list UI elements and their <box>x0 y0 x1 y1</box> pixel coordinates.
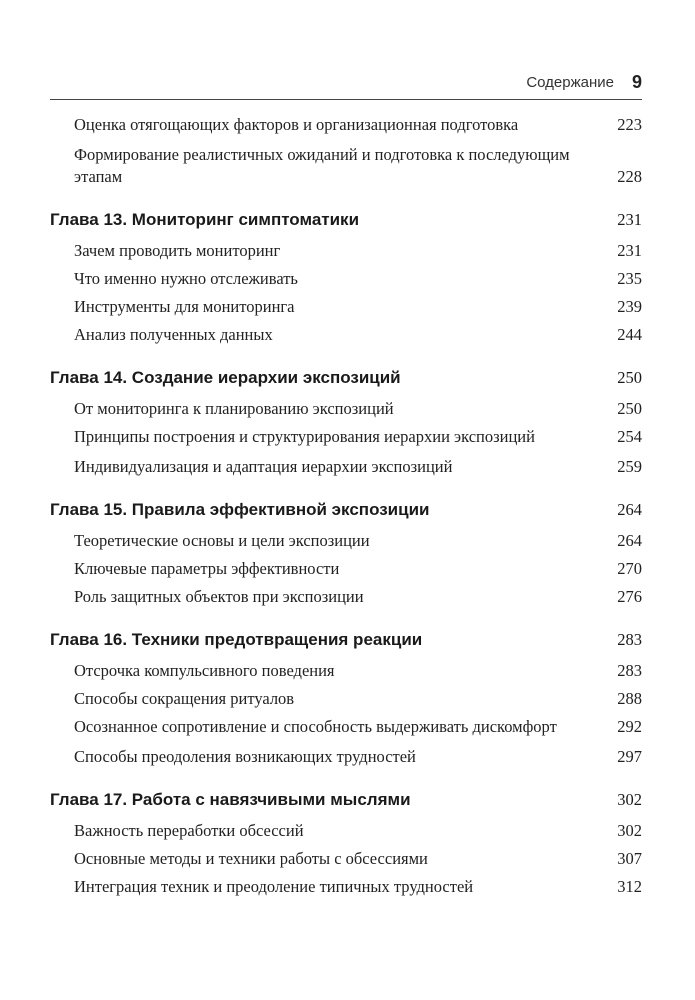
toc-entry <box>50 144 642 188</box>
page-ref: 223 <box>617 115 642 134</box>
page-ref: 276 <box>617 587 642 606</box>
page-ref: 312 <box>617 877 642 896</box>
entry-title: Зачем проводить мониторинг <box>74 241 281 260</box>
table-of-contents <box>50 114 642 904</box>
entry-title: Способы сокращения ритуалов <box>74 689 295 708</box>
entry-title: От мониторинга к планированию экспозиций <box>74 399 394 418</box>
chapter-title: Глава 13. Мониторинг симптоматики <box>50 210 360 229</box>
toc-entry <box>50 688 642 710</box>
chapter-heading <box>50 208 642 232</box>
page-ref: 302 <box>617 821 642 840</box>
chapter-heading <box>50 498 642 522</box>
chapter-heading <box>50 788 642 812</box>
page-ref: 244 <box>617 325 642 344</box>
page-ref: 259 <box>617 457 642 476</box>
toc-entry <box>50 398 642 420</box>
entry-title: Теоретические основы и цели экспозиции <box>74 531 370 550</box>
running-title: Содержание <box>526 74 614 91</box>
toc-entry <box>50 876 642 898</box>
entry-title: Ключевые параметры эффективности <box>74 559 340 578</box>
toc-entry <box>50 426 642 448</box>
toc-entry <box>50 114 642 136</box>
page-header <box>50 74 642 96</box>
page-ref: 288 <box>617 689 642 708</box>
toc-entry <box>50 240 642 262</box>
entry-title: Оценка отягощающих факторов и организационная подготовка <box>74 115 519 134</box>
entry-title: Осознанное сопротивление и способность выдерживать дискомфорт <box>74 717 557 736</box>
page-ref: 250 <box>617 399 642 418</box>
page-ref: 235 <box>617 269 642 288</box>
page-ref: 270 <box>617 559 642 578</box>
toc-entry <box>50 746 642 768</box>
page-ref: 231 <box>617 241 642 260</box>
page-ref: 250 <box>617 368 642 387</box>
chapter-title: Глава 17. Работа с навязчивыми мыслями <box>50 790 411 809</box>
toc-entry <box>50 324 642 346</box>
toc-entry <box>50 296 642 318</box>
toc-entry <box>50 660 642 682</box>
toc-entry <box>50 716 642 738</box>
entry-title: Роль защитных объектов при экспозиции <box>74 587 364 606</box>
entry-title: Что именно нужно отслеживать <box>74 269 298 288</box>
page-ref: 307 <box>617 849 642 868</box>
entry-title: Принципы построения и структурирования иерархии экспозиций <box>74 427 535 446</box>
page-ref: 283 <box>617 630 642 649</box>
entry-title: Анализ полученных данных <box>74 325 273 344</box>
entry-title: Индивидуализация и адаптация иерархии экспозиций <box>74 457 453 476</box>
page-ref: 239 <box>617 297 642 316</box>
entry-title: Формирование реалистичных ожиданий и подготовка к последующим этапам <box>74 145 570 186</box>
page-ref: 264 <box>617 500 642 519</box>
toc-entry <box>50 848 642 870</box>
page-ref: 297 <box>617 747 642 766</box>
entry-title: Отсрочка компульсивного поведения <box>74 661 335 680</box>
entry-title: Инструменты для мониторинга <box>74 297 295 316</box>
entry-title: Важность переработки обсессий <box>74 821 304 840</box>
page-ref: 254 <box>617 427 642 446</box>
entry-title: Основные методы и техники работы с обсессиями <box>74 849 428 868</box>
chapter-title: Глава 15. Правила эффективной экспозиции <box>50 500 430 519</box>
chapter-heading <box>50 366 642 390</box>
page-ref: 264 <box>617 531 642 550</box>
toc-entry <box>50 268 642 290</box>
chapter-heading <box>50 628 642 652</box>
page-ref: 231 <box>617 210 642 229</box>
toc-entry <box>50 586 642 608</box>
chapter-title: Глава 14. Создание иерархии экспозиций <box>50 368 401 387</box>
entry-title: Способы преодоления возникающих трудностей <box>74 747 416 766</box>
page-ref: 283 <box>617 661 642 680</box>
page-ref: 302 <box>617 790 642 809</box>
page-ref: 292 <box>617 717 642 736</box>
page-ref: 228 <box>617 167 642 186</box>
header-rule <box>50 99 642 100</box>
page-number: 9 <box>631 72 642 92</box>
entry-title: Интеграция техник и преодоление типичных трудностей <box>74 877 474 896</box>
toc-entry <box>50 456 642 478</box>
toc-entry <box>50 530 642 552</box>
toc-entry <box>50 558 642 580</box>
chapter-title: Глава 16. Техники предотвращения реакции <box>50 630 423 649</box>
toc-entry <box>50 820 642 842</box>
